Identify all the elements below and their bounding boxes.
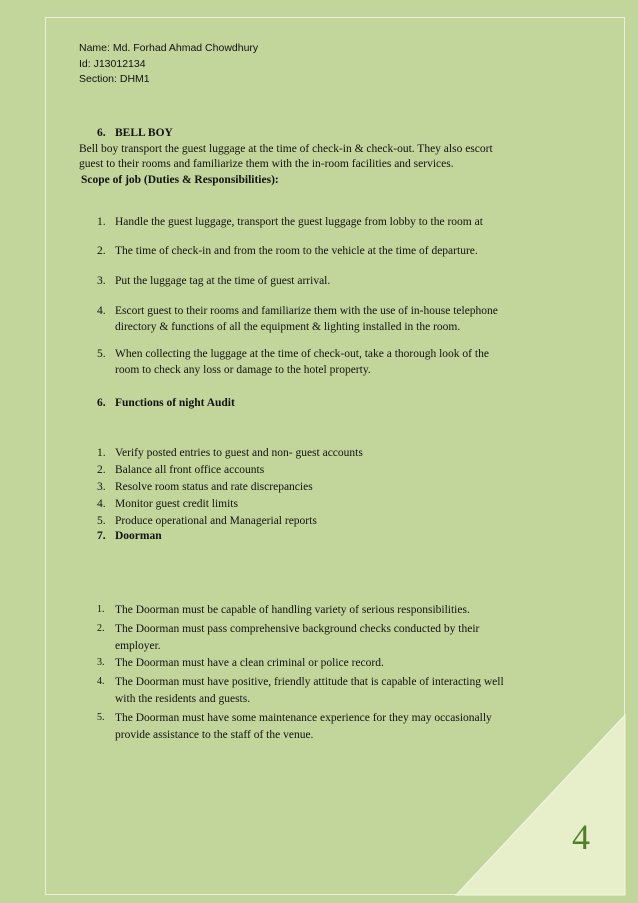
night-audit-item-number: 3. (97, 481, 106, 493)
bellboy-item-number: 3. (97, 275, 106, 287)
night-audit-heading: Functions of night Audit (115, 397, 235, 409)
bellboy-heading: BELL BOY (115, 127, 173, 139)
doorman-heading-number: 7. (97, 530, 106, 542)
bellboy-item-text: The time of check-in and from the room to the vehicle at the time of departure. (115, 245, 478, 257)
bellboy-item-number: 4. (97, 305, 106, 317)
doorman-item-text: The Doorman must have a clean criminal or police record. (115, 657, 384, 669)
doorman-item-text: employer. (115, 640, 161, 652)
doorman-item-number: 2. (97, 623, 105, 634)
bellboy-item-number: 5. (97, 348, 106, 360)
bellboy-item-number: 1. (97, 216, 106, 228)
doorman-item-number: 3. (97, 657, 105, 668)
author-name: Name: Md. Forhad Ahmad Chowdhury (79, 42, 259, 54)
bellboy-item-text: room to check any loss or damage to the hotel property. (115, 364, 371, 376)
doorman-item-number: 1. (97, 604, 105, 615)
bellboy-item-text: When collecting the luggage at the time of check-out, take a thorough look of the (115, 348, 489, 360)
night-audit-item-number: 5. (97, 515, 106, 527)
night-audit-item-number: 2. (97, 464, 106, 476)
bellboy-item-text: directory & functions of all the equipment & lighting installed in the room. (115, 321, 461, 333)
bellboy-scope-heading: Scope of job (Duties & Responsibilities): (81, 174, 279, 186)
night-audit-item-number: 1. (97, 447, 106, 459)
doorman-item-text: The Doorman must have positive, friendly attitude that is capable of interacting well (115, 676, 504, 688)
doorman-item-text: with the residents and guests. (115, 693, 251, 705)
student-id: Id: J13012134 (79, 57, 146, 70)
page-number: 4 (572, 817, 590, 857)
doorman-item-text: The Doorman must pass comprehensive background checks conducted by their (115, 623, 480, 635)
night-audit-item-text: Monitor guest credit limits (115, 498, 238, 510)
night-audit-item-text: Balance all front office accounts (115, 464, 265, 476)
bellboy-item-text: Put the luggage tag at the time of guest arrival. (115, 275, 331, 287)
night-audit-heading-number: 6. (97, 397, 106, 409)
night-audit-item-text: Produce operational and Managerial reports (115, 515, 317, 527)
bellboy-item-text: Escort guest to their rooms and familiarize them with the use of in-house telephone (115, 305, 498, 317)
doorman-item-number: 5. (97, 712, 105, 723)
night-audit-item-text: Resolve room status and rate discrepancies (115, 481, 313, 493)
night-audit-item-text: Verify posted entries to guest and non- guest accounts (115, 447, 363, 459)
bellboy-heading-number: 6. (97, 127, 106, 139)
doorman-item-number: 4. (97, 676, 105, 687)
bellboy-item-number: 2. (97, 245, 106, 257)
bellboy-intro-line2: guest to their rooms and familiarize them with the in-room facilities and services. (79, 158, 454, 170)
bellboy-item-text: Handle the guest luggage, transport the guest luggage from lobby to the room at (115, 216, 483, 228)
bellboy-intro-line1: Bell boy transport the guest luggage at the time of check-in & check-out. They also escort (79, 143, 493, 155)
doorman-item-text: The Doorman must be capable of handling variety of serious responsibilities. (115, 604, 470, 616)
doorman-heading: Doorman (115, 530, 162, 542)
doorman-item-text: The Doorman must have some maintenance experience for they may occasionally (115, 712, 492, 724)
doorman-item-text: provide assistance to the staff of the venue. (115, 729, 314, 741)
section-label: Section: DHM1 (79, 73, 150, 85)
night-audit-item-number: 4. (97, 498, 106, 510)
